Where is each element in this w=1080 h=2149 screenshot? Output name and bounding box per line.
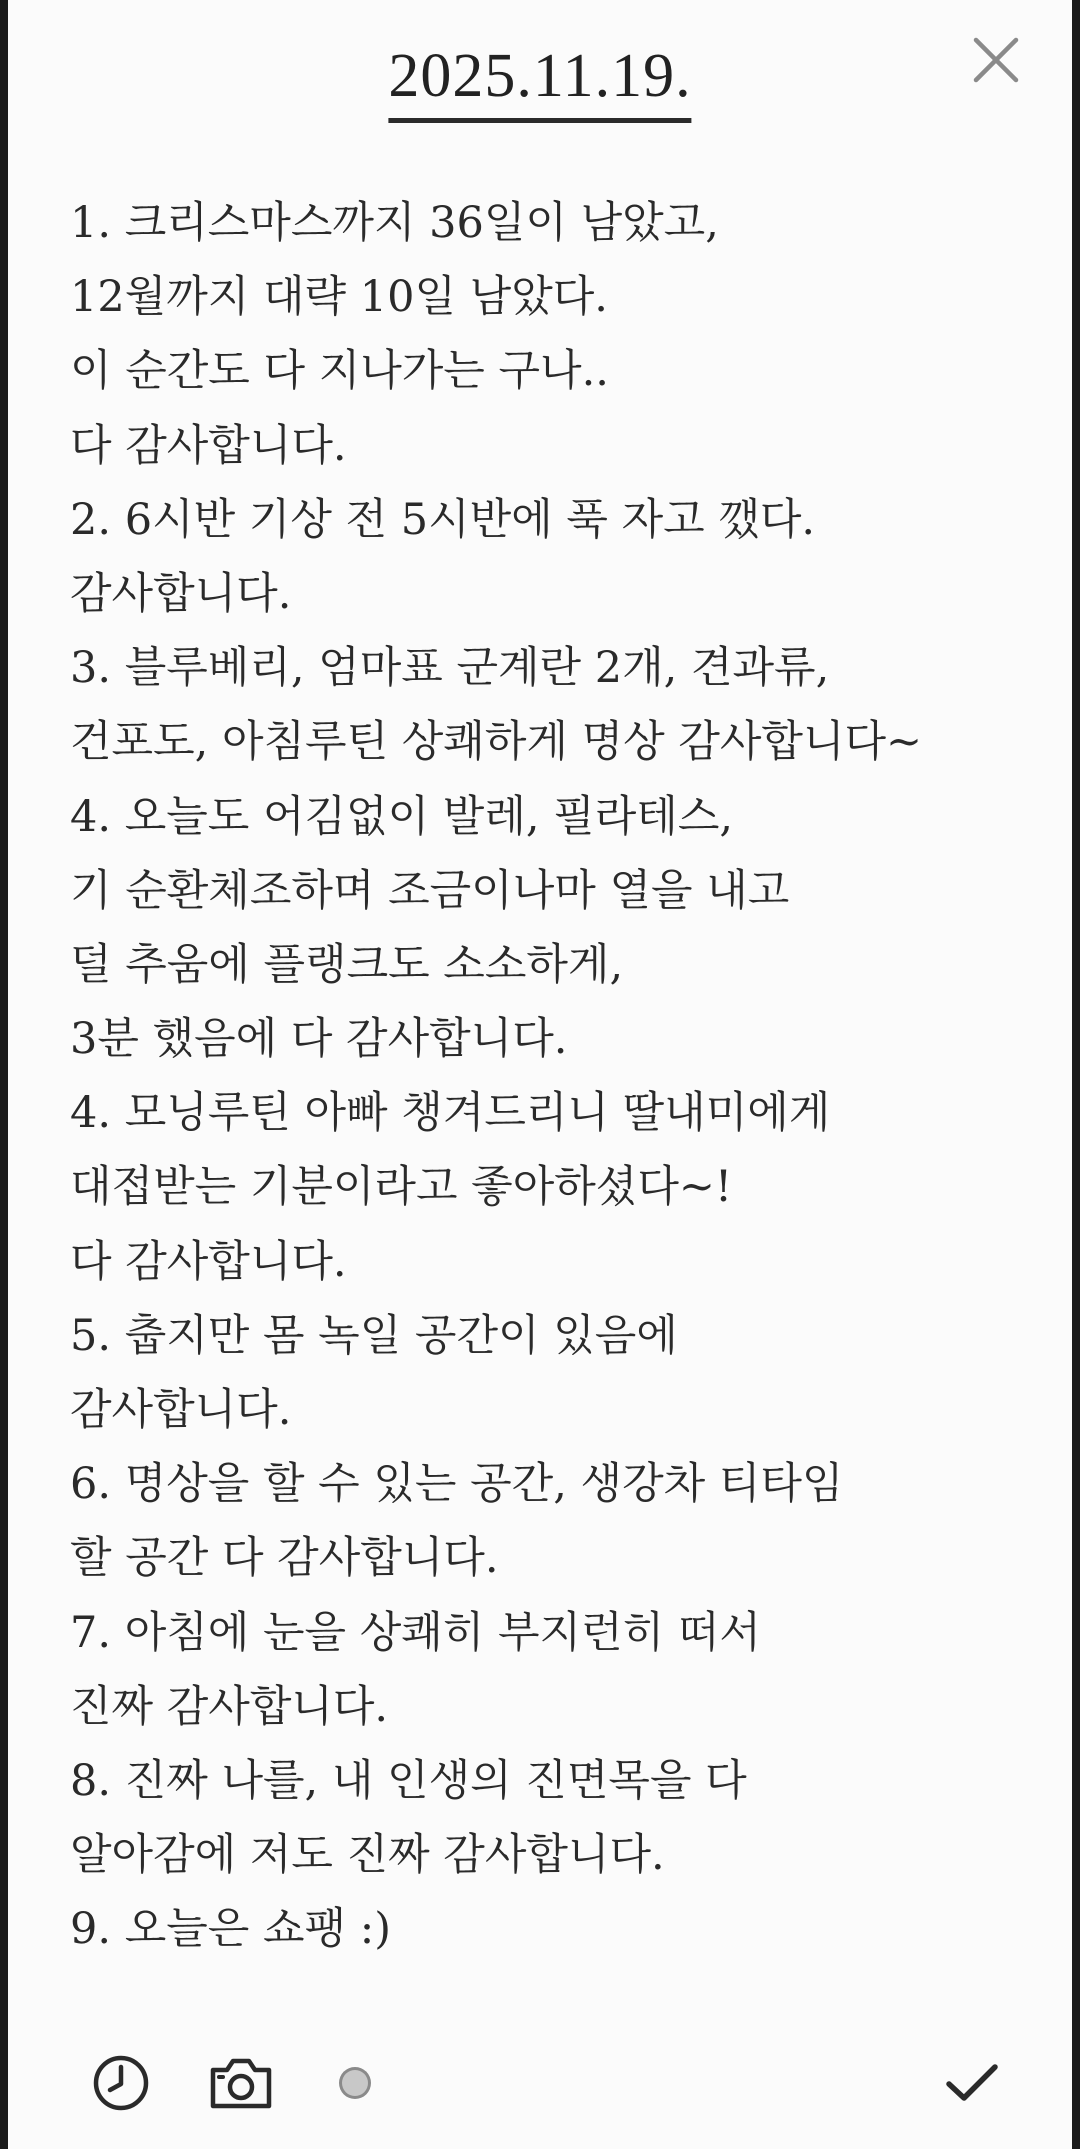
entry-line: 6. 명상을 할 수 있는 공간, 생강차 티타임 xyxy=(70,1459,844,1510)
entry-line: 감사합니다. xyxy=(70,568,292,619)
camera-icon xyxy=(207,2054,275,2112)
entry-line: 3분 했음에 다 감사합니다. xyxy=(70,1014,568,1065)
entry-line: 다 감사합니다. xyxy=(70,420,347,471)
diary-editor xyxy=(8,0,1072,2149)
entry-line: 감사합니다. xyxy=(70,1385,292,1435)
entry-line: 7. 아침에 눈을 상쾌히 부지런히 떠서 xyxy=(70,1607,761,1658)
entry-line: 4. 오늘도 어김없이 발레, 필라테스, xyxy=(70,791,734,842)
text-color-button[interactable] xyxy=(330,2048,380,2118)
header xyxy=(8,0,1072,140)
entry-date[interactable]: 2025.11.19. xyxy=(388,36,691,123)
entry-line: 3. 블루베리, 엄마표 군계란 2개, 견과류, xyxy=(70,643,830,694)
entry-line: 1. 크리스마스까지 36일이 남았고, xyxy=(70,198,719,248)
entry-line: 알아감에 저도 진짜 감사합니다. xyxy=(70,1830,665,1881)
entry-line: 건포도, 아침루틴 상쾌하게 명상 감사합니다~ xyxy=(70,717,923,768)
bottom-toolbar xyxy=(8,2040,1072,2130)
entry-line: 진짜 감사합니다. xyxy=(70,1681,389,1732)
entry-line: 2. 6시반 기상 전 5시반에 푹 자고 깼다. xyxy=(70,494,816,545)
entry-line: 대접받는 기분이라고 좋아하셨다~! xyxy=(70,1162,733,1213)
close-icon xyxy=(970,34,1022,86)
close-button[interactable] xyxy=(970,34,1022,86)
entry-line: 9. 오늘은 쇼팽 :) xyxy=(70,1904,391,1955)
save-button[interactable] xyxy=(942,2048,1002,2118)
checkmark-icon xyxy=(944,2059,1000,2107)
entry-line: 8. 진짜 나를, 내 인생의 진면목을 다 xyxy=(70,1755,747,1806)
entry-line: 이 순간도 다 지나가는 구나.. xyxy=(70,346,609,397)
time-button[interactable] xyxy=(86,2048,156,2118)
entry-line: 할 공간 다 감사합니다. xyxy=(70,1533,499,1584)
clock-icon xyxy=(91,2053,151,2113)
entry-line: 5. 춥지만 몸 녹일 공간이 있음에 xyxy=(70,1310,678,1361)
camera-button[interactable] xyxy=(204,2048,278,2118)
entry-text-area[interactable] xyxy=(70,186,1030,1967)
entry-line: 12월까지 대략 10일 남았다. xyxy=(70,272,608,323)
entry-line: 덜 추움에 플랭크도 소소하게, xyxy=(70,939,624,990)
entry-line: 다 감사합니다. xyxy=(70,1236,347,1287)
color-dot-icon xyxy=(335,2063,375,2103)
entry-line: 4. 모닝루틴 아빠 챙겨드리니 딸내미에게 xyxy=(70,1088,831,1139)
entry-line: 기 순환체조하며 조금이나마 열을 내고 xyxy=(70,865,790,916)
